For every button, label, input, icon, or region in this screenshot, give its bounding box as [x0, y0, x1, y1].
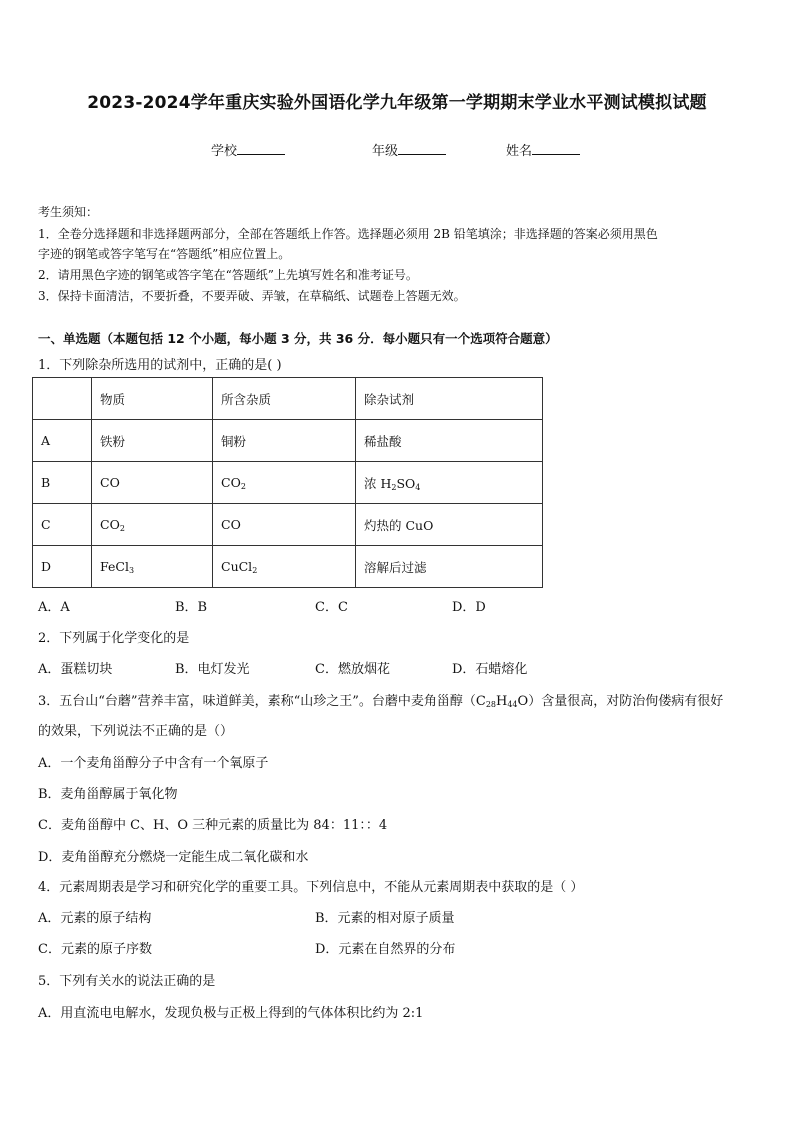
table-cell: C — [33, 504, 92, 546]
q4-option-c[interactable]: C．元素的原子序数 — [38, 942, 152, 957]
notice-item-2: 2．请用黑色字迹的钢笔或答字笔在“答题纸”上先填写姓名和准考证号。 — [38, 268, 418, 282]
page-title: 2023-2024学年重庆实验外国语化学九年级第一学期期末学业水平测试模拟试题 — [87, 93, 707, 113]
notice-item-1-line-1: 1．全卷分选择题和非选择题两部分，全部在答题纸上作答。选择题必须用 2B 铅笔填涂；非选择题的答案必须用黑色 — [38, 227, 658, 241]
table-cell: CuCl$_2$ — [213, 546, 356, 588]
q4-option-b[interactable]: B．元素的相对原子质量 — [315, 911, 455, 926]
table-cell: B — [33, 462, 92, 504]
q2-option-c[interactable]: C．燃放烟花 — [315, 662, 390, 677]
q3-option-c[interactable]: C．麦角甾醇中 C、H、O 三种元素的质量比为 84：11：：4 — [38, 818, 388, 833]
q4-stem: 4．元素周期表是学习和研究化学的重要工具。下列信息中，不能从元素周期表中获取的是（ ） — [38, 880, 584, 895]
table-header-cell — [33, 378, 92, 420]
table-cell: 稀盐酸 — [356, 420, 543, 462]
q1-option-b[interactable]: B．B — [175, 600, 208, 615]
q2-option-a[interactable]: A．蛋糕切块 — [38, 662, 113, 677]
table-cell: CO — [92, 462, 213, 504]
q1-option-a[interactable]: A．A — [38, 600, 70, 615]
q3-option-b[interactable]: B．麦角甾醇属于氧化物 — [38, 787, 178, 802]
name-blank[interactable] — [532, 142, 580, 155]
table-cell: FeCl$_3$ — [92, 546, 213, 588]
table-cell: CO — [213, 504, 356, 546]
grade-label: 年级 — [372, 144, 399, 159]
table-row — [33, 546, 543, 588]
table-header-cell: 除杂试剂 — [356, 378, 543, 420]
notice-item-3: 3．保持卡面清洁，不要折叠，不要弄破、弄皱，在草稿纸、试题卷上答题无效。 — [38, 289, 466, 303]
table-cell: D — [33, 546, 92, 588]
name-field — [506, 140, 580, 159]
section-heading: 一、单选题（本题包括 12 个小题，每小题 3 分，共 36 分．每小题只有一个选项符合题意） — [38, 331, 558, 346]
notice-item-1-line-2: 字迹的钢笔或答字笔写在“答题纸”相应位置上。 — [38, 247, 291, 261]
q5-stem: 5．下列有关水的说法正确的是 — [38, 974, 216, 989]
name-label: 姓名 — [506, 144, 533, 159]
table-header-cell: 物质 — [92, 378, 213, 420]
table-cell: 浓 $H_2SO_4$ — [356, 462, 543, 504]
table-cell: 铜粉 — [213, 420, 356, 462]
school-blank[interactable] — [237, 142, 285, 155]
table-row — [33, 420, 543, 462]
q4-option-d[interactable]: D．元素在自然界的分布 — [315, 942, 456, 957]
notice-heading: 考生须知： — [38, 205, 99, 219]
q3-option-a[interactable]: A．一个麦角甾醇分子中含有一个氧原子 — [38, 756, 269, 771]
table-row — [33, 504, 543, 546]
q1-table — [32, 377, 543, 588]
q3-stem-line-1: 3．五台山“台蘑”营养丰富，味道鲜美，素称“山珍之王”。台蘑中麦角甾醇$(C_{28}H_{44}O)$含量很高，对防治佝偻病有很好 — [38, 694, 724, 709]
q1-option-c[interactable]: C．C — [315, 600, 348, 615]
q1-stem: 1．下列除杂所选用的试剂中，正确的是( ) — [38, 358, 282, 373]
table-cell: $CO_2$ — [213, 462, 356, 504]
q1-option-d[interactable]: D．D — [452, 600, 486, 615]
table-header-cell: 所含杂质 — [213, 378, 356, 420]
q2-option-b[interactable]: B．电灯发光 — [175, 662, 250, 677]
table-cell: A — [33, 420, 92, 462]
q3-stem-line-2: 的效果，下列说法不正确的是（） — [38, 724, 234, 739]
q2-option-d[interactable]: D．石蜡熔化 — [452, 662, 528, 677]
q3-option-d[interactable]: D．麦角甾醇充分燃烧一定能生成二氧化碳和水 — [38, 850, 309, 865]
school-label: 学校 — [211, 144, 238, 159]
school-field — [211, 140, 285, 159]
table-cell: 溶解后过滤 — [356, 546, 543, 588]
q5-option-a[interactable]: A．用直流电电解水，发现负极与正极上得到的气体体积比约为 2:1 — [38, 1006, 424, 1021]
grade-field — [372, 140, 446, 159]
grade-blank[interactable] — [398, 142, 446, 155]
q2-stem: 2．下列属于化学变化的是 — [38, 631, 190, 646]
q4-option-a[interactable]: A．元素的原子结构 — [38, 911, 152, 926]
table-cell: 铁粉 — [92, 420, 213, 462]
table-cell: $CO_2$ — [92, 504, 213, 546]
table-cell: 灼热的 CuO — [356, 504, 543, 546]
table-header-row — [33, 378, 543, 420]
table-row — [33, 462, 543, 504]
